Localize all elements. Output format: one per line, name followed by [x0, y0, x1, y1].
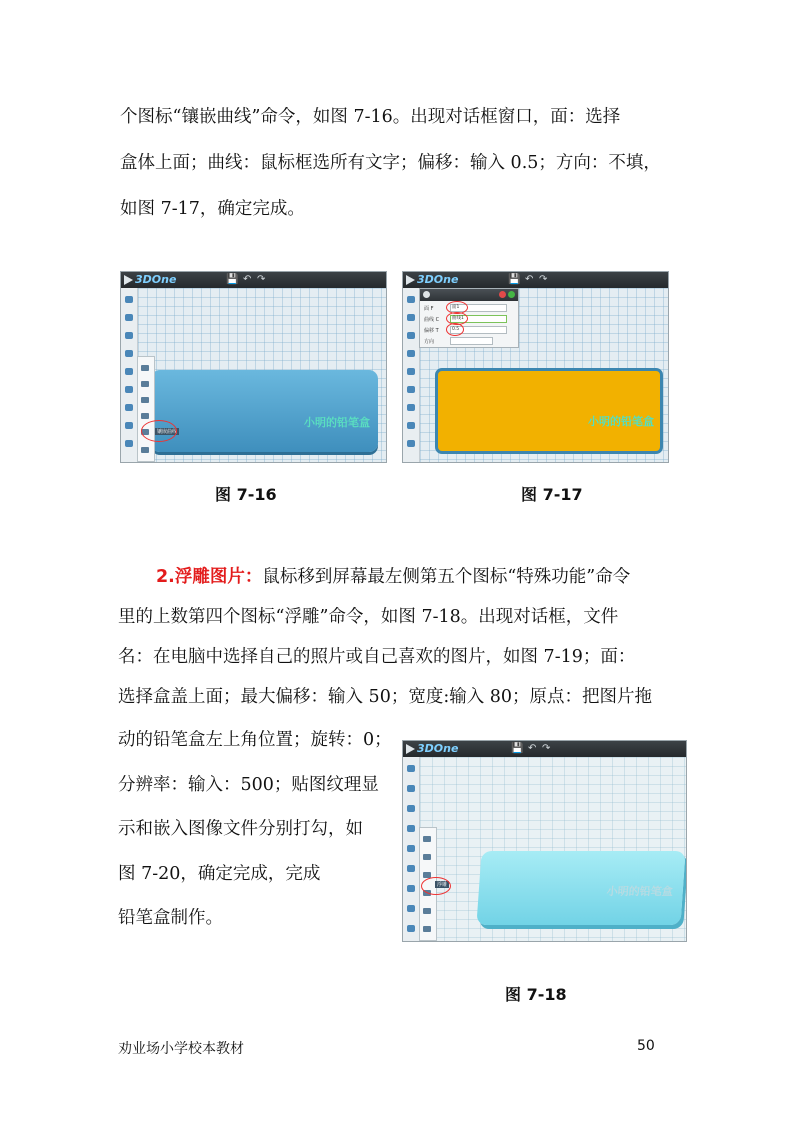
- highlight-circle: [421, 877, 451, 895]
- inlay-curve-dialog: [419, 288, 519, 348]
- paragraph-2: [118, 560, 688, 720]
- app-title: 3DOne: [135, 273, 177, 286]
- offset-label: 偏移 T: [424, 328, 439, 334]
- menu-item-icon: [141, 365, 149, 371]
- offset-field[interactable]: 0.5: [450, 326, 507, 334]
- info-icon: [423, 291, 430, 298]
- undo-icon: ↶: [528, 743, 537, 754]
- text-line: 个图标“镶嵌曲线”命令，如图 7-16。出现对话框窗口，面：选择: [120, 107, 621, 127]
- app-title: 3DOne: [417, 273, 459, 286]
- box-text: 小明的铅笔盒: [588, 415, 654, 428]
- tool-icon: [407, 885, 415, 892]
- tool-icon: [407, 765, 415, 772]
- tool-icon: [125, 350, 133, 357]
- inlay-curve-tooltip: 镶嵌曲线: [157, 429, 178, 435]
- text-line: 名：在电脑中选择自己的照片或自己喜欢的图片，如图 7-19；面：: [118, 647, 636, 667]
- text-line-content: 鼠标移到屏幕最左侧第五个图标“特殊功能”命令: [262, 567, 631, 587]
- tool-icon: [407, 865, 415, 872]
- tool-icon: [125, 368, 133, 375]
- tool-icon: [407, 404, 415, 411]
- app-logo-icon: [406, 275, 415, 285]
- figure-7-16-screenshot: [120, 271, 387, 463]
- menu-item-icon: [423, 854, 431, 860]
- text-line: 动的铅笔盒左上角位置；旋转：0；: [118, 730, 392, 750]
- menu-item-icon: [141, 447, 149, 453]
- text-line: 盒体上面；曲线：鼠标框选所有文字；偏移：输入 0.5；方向：不填，: [120, 153, 661, 173]
- tool-icon: [407, 386, 415, 393]
- text-line: 铅笔盒制作。: [118, 908, 223, 928]
- text-line: [118, 560, 688, 600]
- app-title: 3DOne: [417, 742, 459, 755]
- figure-caption: 图 7-17: [521, 485, 583, 504]
- menu-item-icon: [141, 381, 149, 387]
- redo-icon: ↷: [539, 274, 548, 285]
- undo-icon: ↶: [525, 274, 534, 285]
- left-toolbar: [121, 288, 138, 462]
- paragraph-1: [120, 100, 680, 238]
- text-line: 示和嵌入图像文件分别打勾，如: [118, 819, 363, 839]
- tool-icon: [407, 785, 415, 792]
- figure-caption: 图 7-18: [505, 985, 567, 1004]
- tool-icon: [407, 805, 415, 812]
- menu-item-icon: [141, 413, 149, 419]
- menu-item-icon: [423, 908, 431, 914]
- tool-icon: [125, 314, 133, 321]
- pencil-box-model: [476, 851, 685, 925]
- figure-7-17-screenshot: [402, 271, 669, 463]
- figure-caption: 图 7-16: [215, 485, 277, 504]
- relief-tooltip: 浮雕: [437, 882, 448, 888]
- app-titlebar: [121, 272, 386, 288]
- dialog-header: [420, 289, 518, 301]
- app-titlebar: [403, 272, 668, 288]
- tool-icon: [407, 905, 415, 912]
- menu-item-icon: [423, 836, 431, 842]
- tool-icon: [407, 422, 415, 429]
- curve-field[interactable]: 曲线1: [450, 315, 507, 323]
- app-titlebar: [403, 741, 686, 757]
- menu-item-icon: [423, 926, 431, 932]
- cancel-button[interactable]: [499, 291, 506, 298]
- face-field[interactable]: 面1: [450, 304, 507, 312]
- tool-icon: [125, 296, 133, 303]
- save-icon: 💾: [226, 274, 239, 285]
- text-line: 如图 7-17，确定完成。: [120, 199, 305, 219]
- menu-item-icon: [141, 397, 149, 403]
- app-logo-icon: [124, 275, 133, 285]
- undo-icon: ↶: [243, 274, 252, 285]
- highlight-circle: [446, 323, 464, 336]
- confirm-button[interactable]: [508, 291, 515, 298]
- section-heading: 2.浮雕图片：: [156, 567, 263, 587]
- special-functions-menu: [137, 356, 155, 462]
- tool-icon: [407, 314, 415, 321]
- figure-7-18-screenshot: [402, 740, 687, 942]
- tool-icon: [407, 925, 415, 932]
- direction-field[interactable]: [450, 337, 493, 345]
- left-toolbar: [403, 757, 420, 941]
- tool-icon: [125, 332, 133, 339]
- page-number: 50: [637, 1038, 655, 1054]
- tool-icon: [407, 440, 415, 447]
- save-icon: 💾: [508, 274, 521, 285]
- redo-icon: ↷: [542, 743, 551, 754]
- footer-left: 劝业场小学校本教材: [118, 1041, 244, 1057]
- tool-icon: [407, 296, 415, 303]
- tool-icon: [125, 386, 133, 393]
- text-line: 分辨率：输入：500；贴图纹理显: [118, 775, 379, 795]
- left-toolbar: [403, 288, 420, 462]
- tool-icon: [407, 845, 415, 852]
- app-logo-icon: [406, 744, 415, 754]
- box-text: 小明的铅笔盒: [304, 416, 370, 429]
- text-line: 里的上数第四个图标“浮雕”命令，如图 7-18。出现对话框，文件: [118, 607, 619, 627]
- box-text: 小明的铅笔盒: [606, 885, 674, 898]
- pencil-box-model: [435, 368, 663, 454]
- text-line: 图 7-20，确定完成，完成: [118, 864, 321, 884]
- tool-icon: [407, 350, 415, 357]
- text-line: 选择盒盖上面；最大偏移：输入 50；宽度:输入 80；原点：把图片拖: [118, 687, 653, 707]
- face-label: 面 F: [424, 306, 434, 312]
- tool-icon: [125, 422, 133, 429]
- curve-label: 曲线 C: [424, 317, 440, 323]
- pencil-box-model: [151, 370, 378, 452]
- tool-icon: [125, 440, 133, 447]
- tool-icon: [407, 332, 415, 339]
- tool-icon: [407, 368, 415, 375]
- save-icon: 💾: [511, 743, 524, 754]
- tool-icon: [125, 404, 133, 411]
- direction-label: 方向: [424, 339, 435, 345]
- highlight-circle: [141, 420, 177, 442]
- tool-icon: [407, 825, 415, 832]
- redo-icon: ↷: [257, 274, 266, 285]
